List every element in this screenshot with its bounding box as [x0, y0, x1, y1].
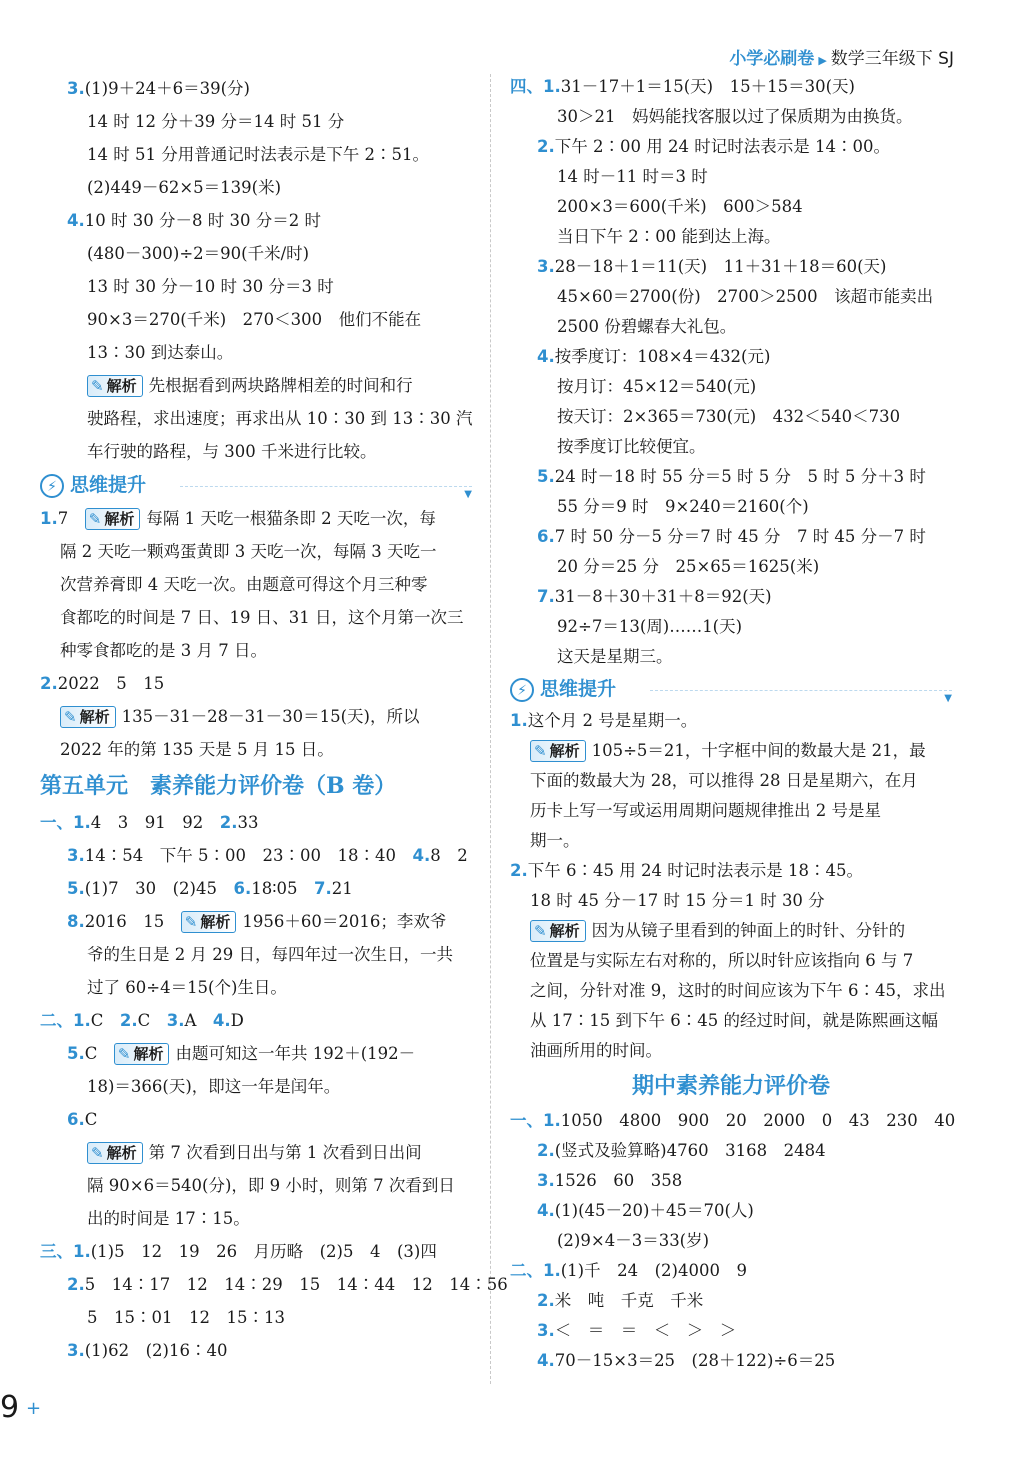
analysis-tag: ✎ 解析 — [60, 706, 116, 728]
analysis-line: 种零食都吃的是 3 月 7 日。 — [60, 641, 267, 660]
unit-title: 第五单元 素养能力评价卷（B 卷） — [40, 773, 397, 799]
analysis-tag: ✎ 解析 — [114, 1043, 170, 1065]
answer-line: 14 时 51 分用普通记时法表示是下午 2∶51。 — [87, 145, 429, 164]
answer-line: 6.7 时 50 分－5 分＝7 时 45 分 7 时 45 分－7 时 — [537, 527, 926, 546]
answer-line: 92÷7＝13(周)……1(天) — [557, 617, 743, 636]
answer-line: 2500 份碧螺春大礼包。 — [557, 317, 737, 336]
answer-line: 2.下午 6∶45 用 24 时记时法表示是 18∶45。 — [510, 861, 863, 880]
answer-line: 5.(1)7 30 (2)45 6.18∶05 7.21 — [67, 879, 353, 898]
answer-line: 2.5 14∶17 12 14∶29 15 14∶44 12 14∶56 — [67, 1275, 508, 1294]
analysis-line: 油画所用的时间。 — [530, 1041, 662, 1060]
answer-line: 13 时 30 分－10 时 30 分＝3 时 — [87, 277, 334, 296]
answer-line: 5.C ✎ 解析 由题可知这一年共 192＋(192－ — [67, 1044, 416, 1063]
analysis-line: 驶路程，求出速度；再求出从 10∶30 到 13∶30 汽 — [87, 409, 473, 428]
answer-line: 当日下午 2∶00 能到达上海。 — [557, 227, 781, 246]
lightning-icon: ⚡ — [40, 474, 64, 498]
answer-line: 3.＜ ＝ ＝ ＜ ＞ ＞ — [537, 1321, 737, 1340]
pen-icon: ✎ — [64, 708, 77, 726]
answer-line: 45×60＝2700(份) 2700＞2500 该超市能卖出 — [557, 287, 934, 306]
analysis-line: 2022 年的第 135 天是 5 月 15 日。 — [60, 740, 334, 759]
answer-line: (2)9×4－3＝33(岁) — [557, 1231, 710, 1250]
answer-line: 14 时 12 分＋39 分＝14 时 51 分 — [87, 112, 345, 131]
analysis-line: 下面的数最大为 28，可以推得 28 日是星期六，在月 — [530, 771, 918, 790]
answer-line: 2.米 吨 千克 千米 — [537, 1291, 704, 1310]
answer-line: 二、1.C 2.C 3.A 4.D — [40, 1011, 244, 1030]
section-heading: ⚡ 思维提升 ▼ — [40, 468, 472, 502]
analysis-line: ✎ 解析 第 7 次看到日出与第 1 次看到日出间 — [40, 1136, 472, 1169]
analysis-tag: ✎ 解析 — [87, 375, 143, 397]
answer-line: 3.(1)9＋24＋6＝39(分) — [67, 79, 250, 98]
answer-line: 一、1.1050 4800 900 20 2000 0 43 230 40 — [510, 1111, 956, 1130]
analysis-line: 之间，分针对准 9，这时的时间应该为下午 6∶45，求出 — [530, 981, 946, 1000]
answer-line: 三、1.(1)5 12 19 26 月历略 (2)5 4 (3)四 — [40, 1242, 437, 1261]
pen-icon: ✎ — [117, 1045, 131, 1063]
answer-line: 2.下午 2∶00 用 24 时记时法表示是 14∶00。 — [537, 137, 890, 156]
answer-line: 7.31－8＋30＋31＋8＝92(天) — [537, 587, 772, 606]
answer-line: 5.24 时－18 时 55 分＝5 时 5 分 5 时 5 分＋3 时 — [537, 467, 926, 486]
plus-icon: + — [26, 1398, 42, 1419]
answer-line: 6.C — [67, 1110, 98, 1129]
analysis-line: 食都吃的时间是 7 日、19 日、31 日，这个月第一次三 — [60, 608, 464, 627]
analysis-line: ✎ 解析 135－31－28－31－30＝15(天)，所以 — [40, 700, 472, 733]
analysis-tag: ✎ 解析 — [530, 920, 586, 942]
answer-line: 200×3＝600(千米) 600＞584 — [557, 197, 803, 216]
answer-line: (480－300)÷2＝90(千米/时) — [87, 244, 310, 263]
answer-line: 这天是星期三。 — [557, 647, 673, 666]
analysis-line: ✎ 解析 105÷5＝21，十字框中间的数最大是 21，最 — [510, 736, 952, 766]
answer-line: 3.(1)62 (2)16∶40 — [67, 1341, 228, 1360]
analysis-tag: ✎ 解析 — [85, 508, 141, 530]
analysis-line: 从 17∶15 到下午 6∶45 的经过时间，就是陈熙画这幅 — [530, 1011, 938, 1030]
analysis-line: ✎ 解析 因为从镜子里看到的钟面上的时针、分针的 — [510, 916, 952, 946]
answer-line: 20 分＝25 分 25×65＝1625(米) — [557, 557, 820, 576]
analysis-tag: ✎ 解析 — [530, 740, 586, 762]
analysis-tag: ✎ 解析 — [181, 911, 237, 933]
analysis-line: 期一。 — [530, 831, 580, 850]
answer-line: 3.28－18＋1＝11(天) 11＋31＋18＝60(天) — [537, 257, 887, 276]
analysis-line: 隔 90×6＝540(分)，即 9 小时，则第 7 次看到日 — [87, 1176, 455, 1195]
pen-icon: ✎ — [91, 377, 104, 395]
answer-line: 1.7 ✎ 解析 每隔 1 天吃一根猫条即 2 天吃一次，每 — [40, 509, 436, 528]
right-column — [510, 72, 956, 1376]
answer-line: 18 时 45 分－17 时 15 分＝1 时 30 分 — [530, 891, 825, 910]
pen-icon: ✎ — [534, 742, 547, 760]
answer-line: 30＞21 妈妈能找客服以过了保质期为由换货。 — [557, 107, 913, 126]
dashed-rule — [650, 690, 952, 691]
analysis-line: 位置是与实际左右对称的，所以时针应该指向 6 与 7 — [530, 951, 914, 970]
analysis-line: 过了 60÷4＝15(个)生日。 — [87, 978, 287, 997]
analysis-line: 车行驶的路程，与 300 千米进行比较。 — [87, 442, 377, 461]
analysis-line: 隔 2 天吃一颗鸡蛋黄即 3 天吃一次，每隔 3 天吃一 — [60, 542, 437, 561]
dashed-rule — [180, 486, 472, 487]
analysis-line: 爷的生日是 2 月 29 日，每四年过一次生日，一共 — [87, 945, 453, 964]
answer-line: 13∶30 到达泰山。 — [87, 343, 234, 362]
left-column — [40, 72, 508, 1367]
answer-line: 4.10 时 30 分－8 时 30 分＝2 时 — [67, 211, 321, 230]
answer-line: (2)449－62×5＝139(米) — [87, 178, 282, 197]
answer-line: 按季度订比较便宜。 — [557, 437, 706, 456]
pen-icon: ✎ — [88, 510, 102, 528]
section-heading: ⚡ 思维提升 ▼ — [510, 672, 952, 706]
answer-line: 55 分＝9 时 9×240＝2160(个) — [557, 497, 809, 516]
analysis-line: ✎ 解析 先根据看到两块路牌相差的时间和行 — [40, 369, 472, 402]
answer-line: 14 时－11 时＝3 时 — [557, 167, 708, 186]
analysis-line: 历卡上写一写或运用周期问题规律推出 2 号是星 — [530, 801, 881, 820]
lightning-icon: ⚡ — [510, 678, 534, 702]
answer-line: 2.2022 5 15 — [40, 674, 165, 693]
answer-line: 二、1.(1)千 24 (2)4000 9 — [510, 1261, 747, 1280]
answer-line: 4.70－15×3＝25 (28＋122)÷6＝25 — [537, 1351, 836, 1370]
analysis-line: 次营养膏即 4 天吃一次。由题意可得这个月三种零 — [60, 575, 428, 594]
answer-line: 2.(竖式及验算略)4760 3168 2484 — [537, 1141, 826, 1160]
analysis-tag: ✎ 解析 — [87, 1142, 143, 1164]
running-header — [729, 44, 954, 69]
answer-line: 5 15∶01 12 15∶13 — [87, 1308, 285, 1327]
subject-label: 数学三年级下 SJ — [830, 49, 954, 69]
page-number: 9 — [0, 1390, 20, 1425]
answer-line: 四、1.31－17＋1＝15(天) 15＋15＝30(天) — [510, 77, 855, 96]
answer-line: 3.1526 60 358 — [537, 1171, 683, 1190]
down-triangle-icon: ▼ — [944, 693, 952, 704]
answer-line: 90×3＝270(千米) 270＜300 他们不能在 — [87, 310, 422, 329]
answer-line: 按月订：45×12＝540(元) — [557, 377, 757, 396]
answer-line: 1.这个月 2 号是星期一。 — [510, 711, 698, 730]
midterm-title: 期中素养能力评价卷 — [631, 1073, 830, 1099]
column-divider — [490, 74, 491, 1384]
answer-line: 8.2016 15 ✎ 解析 1956＋60＝2016；李欢爷 — [67, 912, 447, 931]
answer-line: 3.14∶54 下午 5∶00 23∶00 18∶40 4.8 2 — [67, 846, 468, 865]
triangle-icon: ▶ — [818, 54, 827, 67]
pen-icon: ✎ — [184, 913, 198, 931]
analysis-line: 18)＝366(天)，即这一年是闰年。 — [87, 1077, 341, 1096]
answer-line: 4.(1)(45－20)＋45＝70(人) — [537, 1201, 754, 1220]
answer-line: 按天订：2×365＝730(元) 432＜540＜730 — [557, 407, 901, 426]
analysis-line: 出的时间是 17∶15。 — [87, 1209, 250, 1228]
answer-line: 一、1.4 3 91 92 2.33 — [40, 813, 259, 832]
brand-label: 小学必刷卷 — [729, 49, 815, 69]
pen-icon: ✎ — [91, 1144, 104, 1162]
down-triangle-icon: ▼ — [464, 489, 472, 500]
answer-line: 4.按季度订：108×4＝432(元) — [537, 347, 771, 366]
pen-icon: ✎ — [534, 922, 547, 940]
